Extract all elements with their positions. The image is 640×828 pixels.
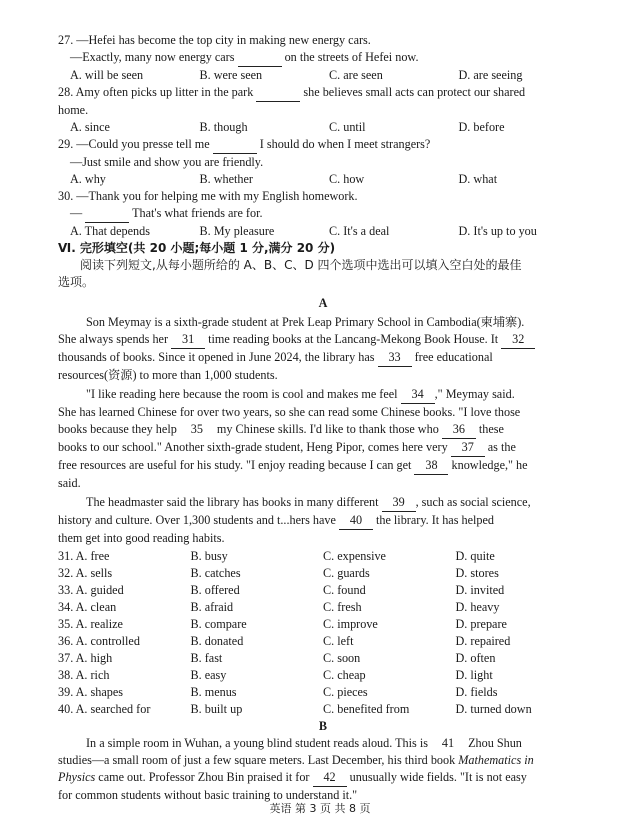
blank-33: 33 [378,349,412,367]
answer-options [58,223,588,240]
option-b: B. catches [190,566,241,580]
passage-text: free educational [414,350,493,364]
passage-line [58,331,588,349]
passage-line [58,439,588,457]
option-row-40 [58,701,588,718]
option-d: D. quite [455,549,495,563]
question-stem: home. [58,103,89,117]
option-a: 31. A. free [58,549,110,563]
passage-text: knowledge," he [451,458,528,472]
blank-38: 38 [414,457,448,475]
option-a: 38. A. rich [58,668,110,682]
blank-37: 37 [451,439,485,457]
stem-text: I should do when I meet strangers? [259,137,431,151]
option-a: A. That depends [70,224,150,238]
passage-line: said. [58,476,81,490]
question-stem: —Just smile and show you are friendly. [70,155,264,169]
passage-text: these [478,422,504,436]
question-stem [58,136,588,154]
passage-text: history and culture. Over 1,300 students and t...hers have [58,513,336,527]
option-c: C. how [329,172,365,186]
option-c: C. soon [323,651,361,665]
option-row-34 [58,599,588,616]
passage-text: thousands of books. Since it opened in June 2024, the library has [58,350,375,364]
passage-line: She has learned Chinese for over two years, so she can read some Chinese books. "I love those [58,405,521,419]
passage-text: the library. It has helped [375,513,494,527]
passage-text: In a simple room in Wuhan, a young blind student reads aloud. This is [86,736,428,750]
option-c: C. until [329,120,366,134]
passage-text: Zhou Shun [468,736,522,750]
option-c: C. guards [323,566,370,580]
option-b: B. fast [190,651,223,665]
page-footer: 英语 第 3 页 共 8 页 [269,802,371,815]
option-b: B. menus [190,685,237,699]
option-d: D. prepare [455,617,507,631]
option-c: C. It's a deal [329,224,390,238]
passage-line: for common students without basic training to understand it." [58,788,358,802]
stem-text: 28. Amy often picks up litter in the park [58,85,254,99]
option-b: B. easy [190,668,227,682]
option-b: B. donated [190,634,244,648]
passage-a-paragraph-3 [58,494,588,547]
blank-34: 34 [401,386,435,404]
option-d: D. repaired [455,634,511,648]
section-instruction: 阅读下列短文,从每小题所给的 A、B、C、D 四个选项中选出可以填入空白处的最佳 [80,258,522,272]
option-d: D. light [455,668,493,682]
answer-options [58,67,588,84]
option-a: 36. A. controlled [58,634,140,648]
option-a: 32. A. sells [58,566,113,580]
question-30 [58,188,588,240]
section-instruction: 选项。 [58,275,95,289]
passage-a-paragraph-2 [58,386,588,492]
option-d: D. often [455,651,496,665]
option-row-32 [58,565,588,582]
passage-line: them get into good reading habits. [58,531,225,545]
option-b: B. were seen [199,68,263,82]
page-content [58,32,588,804]
option-row-33 [58,582,588,599]
passage-text: , such as social science, [415,495,531,509]
passage-text: my Chinese skills. I'd like to thank those who [216,422,439,436]
blank-40: 40 [339,512,373,530]
passage-text: ," Meymay said. [434,387,515,401]
option-a: 34. A. clean [58,600,117,614]
passage-text: books because they help [58,422,177,436]
option-c: C. improve [323,617,378,631]
option-d: D. before [458,120,505,134]
option-row-38 [58,667,588,684]
passage-line: resources(资源) to more than 1,000 students. [58,368,278,382]
option-b: B. busy [190,549,228,563]
option-row-35 [58,616,588,633]
question-stem [58,49,588,67]
option-row-36 [58,633,588,650]
stem-text: she believes small acts can protect our shared [303,85,526,99]
passage-text: books to our school." Another sixth-grade student, Heng Pipor, comes here very [58,440,448,454]
option-b: B. built up [190,702,243,716]
passage-b-paragraph [58,735,588,804]
passage-line [58,421,588,439]
option-c: C. left [323,634,354,648]
question-stem [58,84,588,102]
question-stem: 27. —Hefei has become the top city in making new energy cars. [58,33,371,47]
question-27 [58,32,588,84]
option-a: 39. A. shapes [58,685,123,699]
passage-text: came out. Professor Zhou Bin praised it for [98,770,310,784]
option-d: D. fields [455,685,498,699]
option-b: B. offered [190,583,240,597]
option-row-37 [58,650,588,667]
option-c: C. benefited from [323,702,410,716]
option-c: C. fresh [323,600,362,614]
option-b: B. whether [199,172,253,186]
question-stem [58,205,588,223]
cloze-options [58,548,588,718]
option-a: 40. A. searched for [58,702,151,716]
passage-line [58,386,588,404]
option-d: D. It's up to you [458,224,537,238]
option-row-31 [58,548,588,565]
blank-35: 35 [190,422,203,436]
passage-text: as the [487,440,516,454]
option-b: B. afraid [190,600,234,614]
option-d: D. heavy [455,600,500,614]
passage-text: The headmaster said the library has books in many different [86,495,379,509]
answer-blank [85,205,129,223]
stem-text: — [70,206,83,220]
option-c: C. found [323,583,366,597]
option-c: C. are seen [329,68,383,82]
option-d: D. turned down [455,702,532,716]
option-b: B. compare [190,617,247,631]
option-c: C. pieces [323,685,368,699]
option-a: 35. A. realize [58,617,123,631]
blank-41: 41 [441,736,455,750]
blank-36: 36 [442,421,476,439]
passage-line [58,457,588,475]
passage-text: "I like reading here because the room is cool and makes me feel [86,387,398,401]
answer-blank [238,49,282,67]
passage-line: Son Meymay is a sixth-grade student at Prek Leap Primary School in Cambodia(柬埔寨). [86,315,525,329]
option-row-39 [58,684,588,701]
question-28 [58,84,588,136]
blank-42: 42 [313,769,347,787]
passage-a-label: A [318,296,328,310]
option-d: D. stores [455,566,499,580]
book-title: Mathematics in [458,753,534,767]
blank-32: 32 [501,331,535,349]
stem-text: on the streets of Hefei now. [284,50,419,64]
passage-a-paragraph-1 [58,314,588,384]
passage-line [58,349,588,367]
option-d: D. are seeing [458,68,523,82]
passage-line [58,735,588,752]
blank-31: 31 [171,331,205,349]
passage-text: time reading books at the Lancang-Mekong Book House. It [208,332,499,346]
answer-blank [213,136,257,154]
question-29 [58,136,588,188]
answer-blank [256,84,300,102]
option-a: A. since [70,120,110,134]
option-a: A. why [70,172,106,186]
option-d: D. invited [455,583,505,597]
stem-text: That's what friends are for. [132,206,263,220]
option-a: A. will be seen [70,68,144,82]
passage-text: She always spends her [58,332,169,346]
stem-text: —Exactly, many now energy cars [70,50,235,64]
passage-line [58,512,588,530]
passage-line [58,752,588,769]
passage-line [58,769,588,787]
option-c: C. expensive [323,549,386,563]
option-b: B. My pleasure [199,224,275,238]
answer-options [58,171,588,188]
option-c: C. cheap [323,668,366,682]
passage-line [58,494,588,512]
book-title: Physics [58,770,96,784]
passage-text: free resources are useful for his study. "I enjoy reading because I can get [58,458,412,472]
question-stem: 30. —Thank you for helping me with my English homework. [58,189,358,203]
passage-text: studies—a small room of just a few square meters. Last December, his third book [58,753,456,767]
blank-39: 39 [382,494,416,512]
passage-b-label: B [318,719,328,733]
option-a: 33. A. guided [58,583,124,597]
option-b: B. though [199,120,248,134]
section-title: Ⅵ. 完形填空(共 20 小题;每小题 1 分,满分 20 分) [58,241,336,255]
option-a: 37. A. high [58,651,113,665]
stem-text: 29. —Could you presse tell me [58,137,210,151]
passage-text: unusually wide fields. "It is not easy [349,770,527,784]
option-d: D. what [458,172,498,186]
answer-options [58,119,588,136]
